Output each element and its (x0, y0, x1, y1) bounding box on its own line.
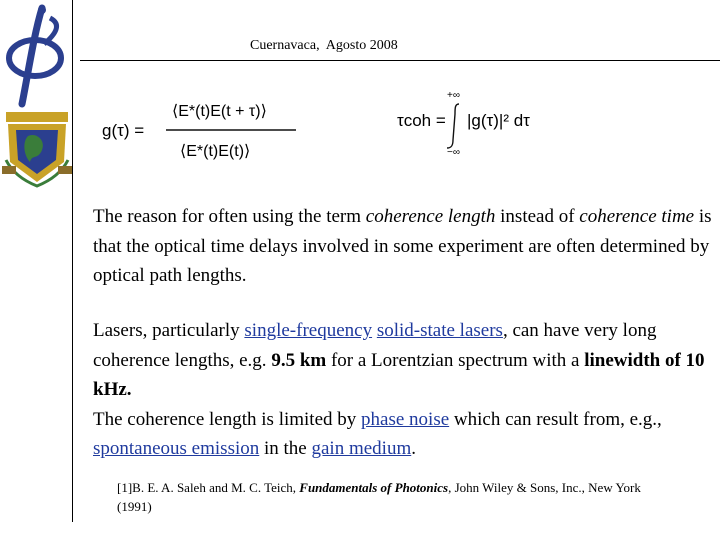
tau-coh-integrand: |g(τ)|² dτ (467, 111, 530, 130)
tau-coh-equation (395, 86, 555, 156)
g-tau-denominator: ⟨E*(t)E(t)⟩ (180, 143, 251, 160)
unam-logo-icon (2, 110, 72, 188)
left-divider-line (72, 0, 73, 522)
integral-lower-limit: −∞ (447, 147, 460, 156)
integral-sign-icon (447, 104, 459, 148)
lasers-paragraph: Lasers, particularly single-frequency solid-state lasers, can have very long coherence lengths, e.g. 9.5 km for a Lorentzian spectrum with a linewidth of 10 kHz. The coherence length is limited by phase noise which can result from, e.g., spontaneous emission in the gain medium. (93, 320, 705, 459)
link-phase-noise[interactable]: phase noise (361, 408, 450, 430)
integral-upper-limit: +∞ (447, 90, 460, 101)
link-single-frequency[interactable]: single-frequency (244, 320, 373, 341)
header-divider-line (80, 60, 720, 61)
reference-citation: [1]B. E. A. Saleh and M. C. Teich, Fundamentals of Photonics, John Wiley & Sons, Inc., New York (1991) (117, 480, 641, 514)
link-solid-state-lasers[interactable]: solid-state lasers (376, 320, 503, 341)
g-tau-numerator: ⟨E*(t)E(t + τ)⟩ (172, 103, 267, 120)
link-spontaneous-emission[interactable]: spontaneous emission (93, 438, 260, 459)
g-tau-equation (100, 88, 320, 168)
tau-coh-lhs: τcoh = (397, 111, 446, 130)
coherence-length-paragraph: The reason for often using the term coherence length instead of coherence time is that the optical time delays involved in some experiment are often determined by optical path lengths. (93, 206, 712, 286)
ipn-logo-icon (4, 4, 66, 108)
g-tau-lhs: g(τ) = (102, 121, 145, 140)
link-gain-medium[interactable]: gain medium (311, 438, 412, 459)
location-date-header: Cuernavaca, Agosto 2008 (250, 38, 398, 53)
